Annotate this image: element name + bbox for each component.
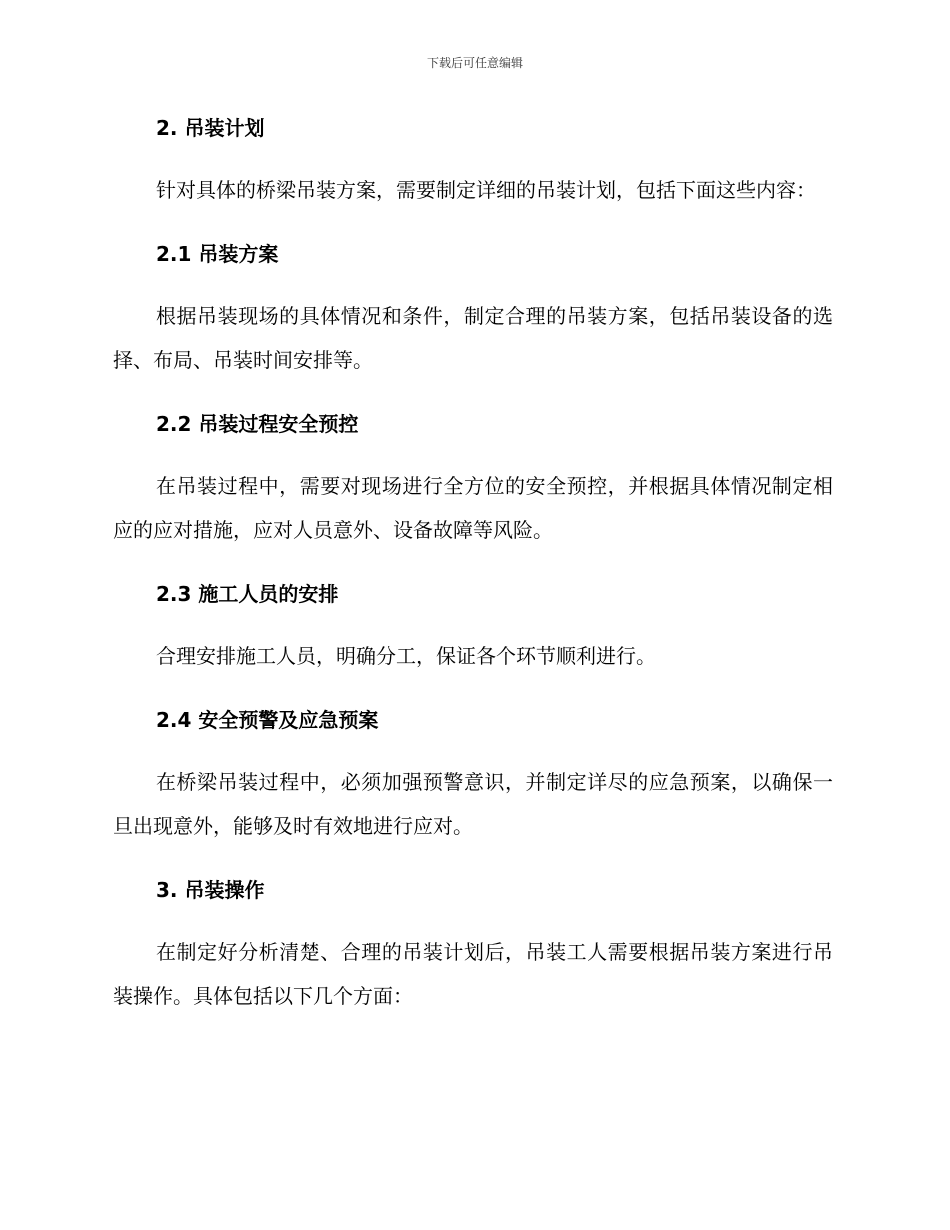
section-heading: 2.4 安全预警及应急预案: [156, 708, 379, 732]
section-paragraph: 合理安排施工人员，明确分工，保证各个环节顺利进行。: [156, 644, 656, 668]
section-2: [113, 112, 833, 212]
section-2-1: [113, 238, 833, 382]
section-2-4: [113, 704, 833, 848]
header-note: 下载后可任意编辑: [426, 56, 523, 70]
section-2-3: [113, 578, 833, 678]
section-heading: 2.1 吊装方案: [156, 242, 279, 266]
section-heading: 3. 吊装操作: [156, 878, 265, 902]
section-paragraph: 在吊装过程中，需要对现场进行全方位的安全预控，并根据具体情况制定相应的应对措施，应对人员意外、设备故障等风险。: [113, 474, 833, 542]
section-paragraph: 针对具体的桥梁吊装方案，需要制定详细的吊装计划，包括下面这些内容：: [156, 178, 816, 202]
section-3: [113, 874, 833, 1018]
section-paragraph: 在制定好分析清楚、合理的吊装计划后，吊装工人需要根据吊装方案进行吊装操作。具体包括以下几个方面：: [113, 940, 833, 1008]
section-paragraph: 在桥梁吊装过程中，必须加强预警意识，并制定详尽的应急预案，以确保一旦出现意外，能够及时有效地进行应对。: [113, 770, 833, 838]
section-heading: 2. 吊装计划: [156, 116, 265, 140]
document-body: [113, 112, 833, 1018]
section-2-2: [113, 408, 833, 552]
section-heading: 2.2 吊装过程安全预控: [156, 412, 359, 436]
section-heading: 2.3 施工人员的安排: [156, 582, 339, 606]
section-paragraph: 根据吊装现场的具体情况和条件，制定合理的吊装方案，包括吊装设备的选择、布局、吊装时间安排等。: [113, 304, 833, 372]
